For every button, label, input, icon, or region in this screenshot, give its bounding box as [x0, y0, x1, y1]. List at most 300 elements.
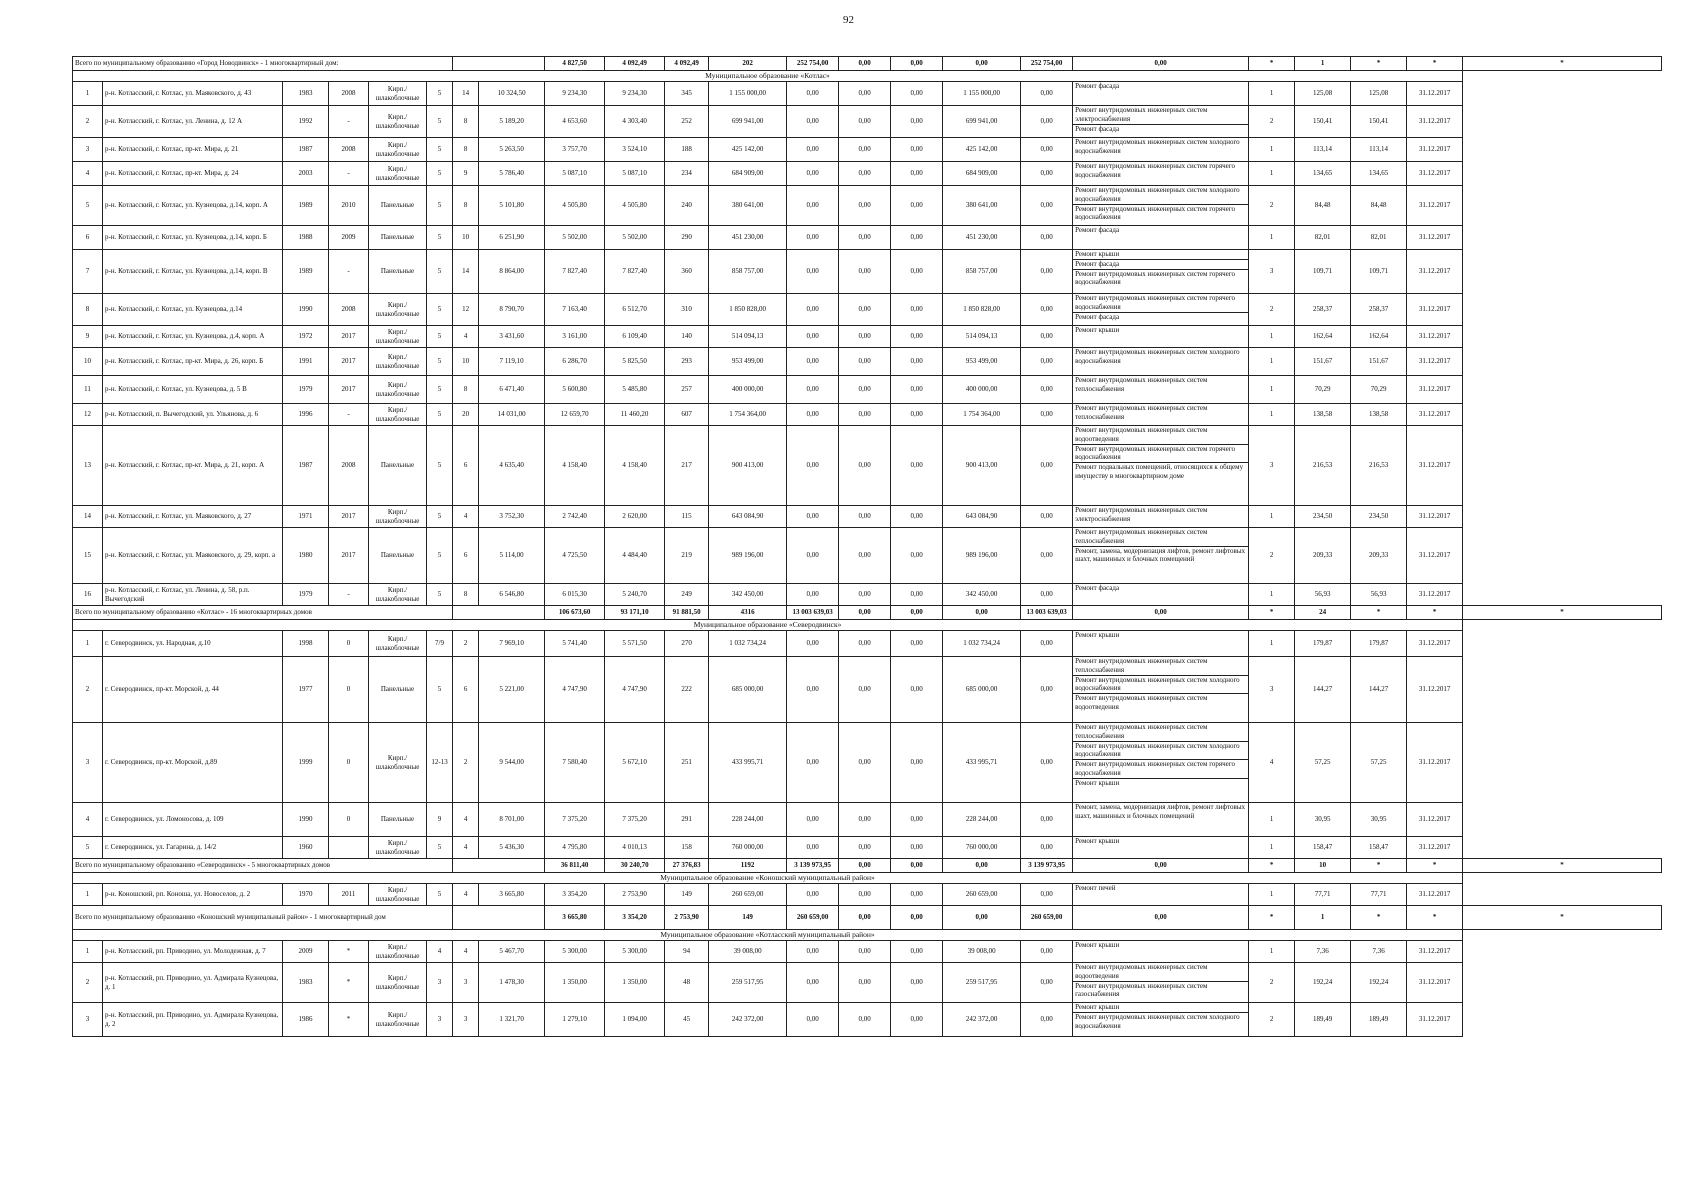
commissioning-year: 1992	[283, 106, 329, 138]
floors: 4	[427, 941, 453, 963]
max-cost-per-sqm: 209,33	[1351, 528, 1407, 584]
fund-regional: 0,00	[839, 941, 891, 963]
premises-area: 4 092,49	[605, 57, 665, 71]
last-repair-year: 2009	[329, 226, 369, 250]
commissioning-year: 1983	[283, 963, 329, 1003]
fund-federal: 0,00	[787, 631, 839, 657]
total-area: 3 431,60	[479, 326, 545, 348]
max-cost-per-sqm: 150,41	[1351, 106, 1407, 138]
max-cost-per-sqm: 113,14	[1351, 138, 1407, 162]
fund-other: 0,00	[1021, 250, 1073, 294]
fund-other: 0,00	[1021, 803, 1073, 837]
entrances: 8	[453, 584, 479, 606]
completion-date: 31.12.2017	[1407, 376, 1463, 404]
max-cost-per-sqm: 162,64	[1351, 326, 1407, 348]
work-type-item: Ремонт крыши	[1075, 631, 1120, 639]
row-number: 3	[73, 138, 103, 162]
house-address: р-н. Котласский, г. Котлас, пр-кт. Мира, д. 21	[103, 138, 283, 162]
fund-other: 0,00	[1021, 348, 1073, 376]
row-number: 2	[73, 657, 103, 723]
entrances: 4	[453, 884, 479, 906]
fund-local: 0,00	[943, 57, 1021, 71]
premises-area: 1 350,00	[545, 963, 605, 1003]
fund-federal: 0,00	[787, 657, 839, 723]
fund-regional: 0,00	[839, 376, 891, 404]
work-types	[1073, 376, 1249, 404]
residents-count: 217	[665, 426, 709, 506]
total-area: 5 786,40	[479, 162, 545, 186]
max-cost-per-sqm: 56,93	[1351, 584, 1407, 606]
fund-owners: 380 641,00	[943, 186, 1021, 226]
fund-owners: 400 000,00	[943, 376, 1021, 404]
work-types: *	[1249, 906, 1295, 930]
house-row	[73, 226, 1662, 250]
house-address: р-н. Коношский, рп. Коноша, ул. Новоселов, д. 2	[103, 884, 283, 906]
premises-area: 5 300,00	[545, 941, 605, 963]
residents-count: 257	[665, 376, 709, 404]
fund-other: 0,00	[1021, 186, 1073, 226]
residential-area: 27 376,83	[665, 859, 709, 873]
premises-area: 4 505,80	[545, 186, 605, 226]
work-count: 2	[1249, 528, 1295, 584]
max-cost-per-sqm: 216,53	[1351, 426, 1407, 506]
row-number: 2	[73, 106, 103, 138]
cost-per-sqm: *	[1351, 57, 1407, 71]
work-type-item: Ремонт крыши	[1075, 326, 1120, 334]
last-repair-year: 2017	[329, 348, 369, 376]
wall-material: Панельные	[369, 803, 427, 837]
cost-per-sqm: 138,58	[1295, 404, 1351, 426]
house-address: р-н. Котласский, п. Вычегодский, ул. Ульянова, д. 6	[103, 404, 283, 426]
fund-owners: 643 084,90	[943, 506, 1021, 528]
fund-local: 0,00	[891, 326, 943, 348]
residential-area: 4 010,13	[605, 837, 665, 859]
house-row	[73, 528, 1662, 584]
work-count: 3	[1249, 426, 1295, 506]
floors: 5	[427, 162, 453, 186]
fund-other: 0,00	[1021, 106, 1073, 138]
entrances: 12	[453, 294, 479, 326]
row-number: 16	[73, 584, 103, 606]
repair-cost-total: 252 754,00	[787, 57, 839, 71]
repair-cost-total: 685 000,00	[709, 657, 787, 723]
fund-owners: 228 244,00	[943, 803, 1021, 837]
floors: 5	[427, 404, 453, 426]
floors: 12-13	[427, 723, 453, 803]
repair-cost-total: 760 000,00	[709, 837, 787, 859]
premises-area: 4 725,50	[545, 528, 605, 584]
wall-material: Панельные	[369, 657, 427, 723]
total-area: 6 546,80	[479, 584, 545, 606]
fund-local: 0,00	[891, 723, 943, 803]
house-row	[73, 162, 1662, 186]
work-count: 1	[1249, 941, 1295, 963]
residential-area: 4 303,40	[605, 106, 665, 138]
row-number: 15	[73, 528, 103, 584]
fund-regional: 0,00	[839, 723, 891, 803]
fund-local: 0,00	[891, 963, 943, 1003]
fund-local: 0,00	[891, 404, 943, 426]
cost-per-sqm: 77,71	[1295, 884, 1351, 906]
fund-other: 0,00	[1021, 528, 1073, 584]
cost-per-sqm: 125,08	[1295, 82, 1351, 106]
cost-per-sqm: 113,14	[1295, 138, 1351, 162]
work-type-item: Ремонт внутридомовых инженерных систем холодного водоснабжения	[1073, 742, 1248, 761]
repair-program-table	[72, 56, 1662, 1037]
last-repair-year: 0	[329, 803, 369, 837]
cost-per-sqm: 84,48	[1295, 186, 1351, 226]
fund-other: 0,00	[1021, 426, 1073, 506]
work-type-item: Ремонт фасада	[1075, 82, 1120, 90]
fund-local: 0,00	[891, 657, 943, 723]
house-row	[73, 294, 1662, 326]
floors: 5	[427, 82, 453, 106]
residential-area: 1 094,00	[605, 1003, 665, 1037]
last-repair-year: 2017	[329, 326, 369, 348]
repair-cost-total: 953 499,00	[709, 348, 787, 376]
fund-federal: 0,00	[787, 426, 839, 506]
work-type-item: Ремонт внутридомовых инженерных систем электроснабжения	[1075, 506, 1208, 523]
commissioning-year: 1960	[283, 837, 329, 859]
residential-area: 3 524,10	[605, 138, 665, 162]
work-type-item: Ремонт крыши	[1075, 778, 1120, 787]
work-types	[1073, 186, 1249, 226]
repair-cost-total: 259 517,95	[709, 963, 787, 1003]
repair-cost-total: 242 372,00	[709, 1003, 787, 1037]
fund-owners: 514 094,13	[943, 326, 1021, 348]
cost-per-sqm: *	[1351, 859, 1407, 873]
work-type-item: Ремонт внутридомовых инженерных систем холодного водоснабжения	[1075, 138, 1240, 155]
work-count: 1	[1249, 584, 1295, 606]
residential-area: 91 881,50	[665, 606, 709, 620]
work-types	[1073, 506, 1249, 528]
work-count: 1	[1249, 226, 1295, 250]
premises-area: 5 087,10	[545, 162, 605, 186]
fund-regional: 0,00	[891, 906, 943, 930]
cost-per-sqm: 209,33	[1295, 528, 1351, 584]
completion-date: 31.12.2017	[1407, 528, 1463, 584]
fund-regional: 0,00	[839, 138, 891, 162]
row-number: 12	[73, 404, 103, 426]
max-cost-per-sqm: 258,37	[1351, 294, 1407, 326]
last-repair-year	[329, 837, 369, 859]
fund-other: 0,00	[1021, 631, 1073, 657]
premises-area: 4 158,40	[545, 426, 605, 506]
total-area: 3 752,30	[479, 506, 545, 528]
repair-cost-total: 514 094,13	[709, 326, 787, 348]
last-repair-year: 0	[329, 657, 369, 723]
max-cost-per-sqm: *	[1407, 57, 1463, 71]
empty-cell	[453, 606, 545, 620]
row-number: 1	[73, 631, 103, 657]
repair-cost-total: 433 995,71	[709, 723, 787, 803]
completion-date: 31.12.2017	[1407, 837, 1463, 859]
work-count: 2	[1249, 963, 1295, 1003]
fund-regional: 0,00	[839, 186, 891, 226]
row-number: 2	[73, 963, 103, 1003]
row-number: 13	[73, 426, 103, 506]
work-count: 1	[1249, 326, 1295, 348]
work-count: 1	[1249, 803, 1295, 837]
fund-local: 0,00	[891, 1003, 943, 1037]
entrances: 8	[453, 376, 479, 404]
work-types	[1073, 803, 1249, 837]
work-count: 1	[1249, 631, 1295, 657]
completion-date: 31.12.2017	[1407, 657, 1463, 723]
max-cost-per-sqm: 7,36	[1351, 941, 1407, 963]
house-address: р-н. Котласский, рп. Приводино, ул. Адмирала Кузнецова, д. 2	[103, 1003, 283, 1037]
house-address: р-н. Котласский, г. Котлас, ул. Кузнецова, д.14, корп. А	[103, 186, 283, 226]
municipality-title: Муниципальное образование «Котласский муниципальный район»	[73, 930, 1463, 941]
completion-date: 31.12.2017	[1407, 506, 1463, 528]
entrances: 4	[453, 326, 479, 348]
residents-count: 149	[665, 884, 709, 906]
fund-owners: 425 142,00	[943, 138, 1021, 162]
cost-per-sqm: 109,71	[1295, 250, 1351, 294]
residential-area: 4 747,90	[605, 657, 665, 723]
floors: 5	[427, 657, 453, 723]
house-address: г. Северодвинск, пр-кт. Морской, д.89	[103, 723, 283, 803]
fund-local: 0,00	[891, 528, 943, 584]
premises-area: 5 502,00	[545, 226, 605, 250]
residential-area: 5 571,50	[605, 631, 665, 657]
last-repair-year: 2010	[329, 186, 369, 226]
entrances: 6	[453, 426, 479, 506]
fund-other: 0,00	[1021, 162, 1073, 186]
completion-date: 31.12.2017	[1407, 82, 1463, 106]
fund-local: 0,00	[891, 803, 943, 837]
repair-cost-total: 425 142,00	[709, 138, 787, 162]
house-address: р-н. Котласский, рп. Приводино, ул. Адмирала Кузнецова, д. 1	[103, 963, 283, 1003]
wall-material: Кирп./ шлакоблочные	[369, 348, 427, 376]
repair-cost-total: 699 941,00	[709, 106, 787, 138]
work-types	[1073, 250, 1249, 294]
house-row	[73, 250, 1662, 294]
house-address: р-н. Котласский, г. Котлас, ул. Кузнецова, д. 5 В	[103, 376, 283, 404]
total-area: 7 119,10	[479, 348, 545, 376]
work-type-item: Ремонт внутридомовых инженерных систем теплоснабжения	[1073, 723, 1248, 742]
residents-count: 94	[665, 941, 709, 963]
fund-federal: 0,00	[787, 528, 839, 584]
repair-cost-total: 1 032 734,24	[709, 631, 787, 657]
max-cost-per-sqm: 151,67	[1351, 348, 1407, 376]
fund-local: 0,00	[891, 106, 943, 138]
residential-area: 11 460,20	[605, 404, 665, 426]
fund-regional: 0,00	[839, 803, 891, 837]
floors: 5	[427, 584, 453, 606]
fund-owners: 953 499,00	[943, 348, 1021, 376]
fund-owners: 260 659,00	[1021, 906, 1073, 930]
fund-owners: 1 032 734,24	[943, 631, 1021, 657]
max-cost-per-sqm: 179,87	[1351, 631, 1407, 657]
max-cost-per-sqm: 30,95	[1351, 803, 1407, 837]
commissioning-year: 1977	[283, 657, 329, 723]
cost-per-sqm: 144,27	[1295, 657, 1351, 723]
municipality-total-row	[73, 57, 1662, 71]
wall-material: Кирп./ шлакоблочные	[369, 584, 427, 606]
fund-owners: 1 155 000,00	[943, 82, 1021, 106]
house-row	[73, 426, 1662, 506]
total-area: 14 031,00	[479, 404, 545, 426]
completion-date: 31.12.2017	[1407, 348, 1463, 376]
completion-date: *	[1463, 906, 1662, 930]
residents-count: 4316	[709, 606, 787, 620]
work-types	[1073, 941, 1249, 963]
house-address: р-н. Котласский, г. Котлас, пр-кт. Мира, д. 21, корп. А	[103, 426, 283, 506]
residential-area: 2 620,00	[605, 506, 665, 528]
work-type-item: Ремонт внутридомовых инженерных систем горячего водоснабжения	[1073, 294, 1248, 313]
fund-other: 0,00	[1021, 657, 1073, 723]
cost-per-sqm: 192,24	[1295, 963, 1351, 1003]
premises-area: 5 741,40	[545, 631, 605, 657]
fund-other: 0,00	[1021, 963, 1073, 1003]
repair-cost-total: 684 909,00	[709, 162, 787, 186]
fund-other: 0,00	[1021, 1003, 1073, 1037]
repair-cost-total: 989 196,00	[709, 528, 787, 584]
completion-date: 31.12.2017	[1407, 404, 1463, 426]
residents-count: 202	[709, 57, 787, 71]
max-cost-per-sqm: 70,29	[1351, 376, 1407, 404]
last-repair-year: *	[329, 963, 369, 1003]
repair-cost-total: 228 244,00	[709, 803, 787, 837]
fund-federal: 0,00	[839, 906, 891, 930]
fund-local: 0,00	[891, 186, 943, 226]
total-area: 10 324,50	[479, 82, 545, 106]
max-cost-per-sqm: 125,08	[1351, 82, 1407, 106]
fund-local: 0,00	[891, 426, 943, 506]
residential-area: 4 158,40	[605, 426, 665, 506]
house-row	[73, 138, 1662, 162]
total-label: Всего по муниципальному образованию «Котлас» - 16 многоквартирных домов	[73, 606, 453, 620]
work-types: *	[1249, 57, 1295, 71]
premises-area: 9 234,30	[545, 82, 605, 106]
total-area: 36 811,40	[545, 859, 605, 873]
fund-federal: 0,00	[839, 859, 891, 873]
completion-date: 31.12.2017	[1407, 723, 1463, 803]
municipality-header-row	[73, 873, 1662, 884]
commissioning-year: 1989	[283, 186, 329, 226]
house-address: р-н. Котласский, г. Котлас, пр-кт. Мира, д. 26, корп. Б	[103, 348, 283, 376]
house-row	[73, 106, 1662, 138]
floors: 9	[427, 803, 453, 837]
work-type-item: Ремонт фасада	[1075, 312, 1120, 321]
work-count: 2	[1249, 186, 1295, 226]
commissioning-year: 1987	[283, 138, 329, 162]
cost-per-sqm: 70,29	[1295, 376, 1351, 404]
floors: 5	[427, 426, 453, 506]
floors: 5	[427, 250, 453, 294]
entrances: 20	[453, 404, 479, 426]
wall-material: Кирп./ шлакоблочные	[369, 162, 427, 186]
last-repair-year: -	[329, 250, 369, 294]
residential-area: 7 375,20	[605, 803, 665, 837]
residents-count: 270	[665, 631, 709, 657]
fund-federal: 0,00	[787, 404, 839, 426]
total-area: 5 114,00	[479, 528, 545, 584]
work-count: 3	[1249, 250, 1295, 294]
residential-area: 5 240,70	[605, 584, 665, 606]
max-cost-per-sqm: 189,49	[1351, 1003, 1407, 1037]
fund-local: 0,00	[891, 584, 943, 606]
work-type-item: Ремонт, замена, модернизация лифтов, ремонт лифтовых шахт, машинных и блочных помещений	[1075, 803, 1246, 820]
repair-cost-total: 342 450,00	[709, 584, 787, 606]
work-count: 1	[1295, 57, 1351, 71]
last-repair-year: 2017	[329, 506, 369, 528]
municipality-header-row	[73, 620, 1662, 631]
municipality-total-row	[73, 906, 1662, 930]
row-number: 3	[73, 1003, 103, 1037]
residents-count: 48	[665, 963, 709, 1003]
fund-owners: 13 003 639,03	[1021, 606, 1073, 620]
municipality-total-row	[73, 859, 1662, 873]
total-label: Всего по муниципальному образованию «Город Новодвинск» - 1 многоквартирный дом:	[73, 57, 453, 71]
fund-other: 0,00	[1021, 226, 1073, 250]
completion-date: 31.12.2017	[1407, 162, 1463, 186]
work-type-item: Ремонт фасада	[1075, 124, 1120, 133]
fund-regional: 0,00	[891, 57, 943, 71]
house-row	[73, 657, 1662, 723]
work-types	[1073, 884, 1249, 906]
fund-regional: 0,00	[839, 426, 891, 506]
fund-other: 0,00	[1073, 57, 1249, 71]
residential-area: 6 109,40	[605, 326, 665, 348]
total-area: 5 467,70	[479, 941, 545, 963]
commissioning-year: 2003	[283, 162, 329, 186]
fund-federal: 0,00	[787, 294, 839, 326]
row-number: 11	[73, 376, 103, 404]
fund-owners: 252 754,00	[1021, 57, 1073, 71]
total-area: 106 673,60	[545, 606, 605, 620]
repair-cost-total: 260 659,00	[709, 884, 787, 906]
premises-area: 3 354,20	[605, 906, 665, 930]
work-type-item: Ремонт фасада	[1075, 226, 1120, 234]
commissioning-year: 1991	[283, 348, 329, 376]
wall-material: Кирп./ шлакоблочные	[369, 941, 427, 963]
entrances: 4	[453, 837, 479, 859]
commissioning-year: 1979	[283, 584, 329, 606]
work-type-item: Ремонт внутридомовых инженерных систем холодного водоснабжения	[1073, 676, 1248, 695]
entrances: 8	[453, 138, 479, 162]
repair-cost-total: 451 230,00	[709, 226, 787, 250]
entrances: 2	[453, 723, 479, 803]
commissioning-year: 1971	[283, 506, 329, 528]
fund-regional: 0,00	[839, 963, 891, 1003]
fund-regional: 0,00	[839, 250, 891, 294]
house-row	[73, 326, 1662, 348]
fund-federal: 0,00	[839, 606, 891, 620]
work-count: 24	[1295, 606, 1351, 620]
residents-count: 158	[665, 837, 709, 859]
wall-material: Кирп./ шлакоблочные	[369, 837, 427, 859]
repair-cost-total: 1 155 000,00	[709, 82, 787, 106]
residents-count: 345	[665, 82, 709, 106]
house-row	[73, 631, 1662, 657]
work-type-item: Ремонт внутридомовых инженерных систем холодного водоснабжения	[1075, 1012, 1240, 1030]
cost-per-sqm: 150,41	[1295, 106, 1351, 138]
premises-area: 4 747,90	[545, 657, 605, 723]
cost-per-sqm: *	[1351, 606, 1407, 620]
last-repair-year: *	[329, 941, 369, 963]
completion-date: 31.12.2017	[1407, 138, 1463, 162]
repair-cost-total: 858 757,00	[709, 250, 787, 294]
work-count: 2	[1249, 1003, 1295, 1037]
work-types	[1073, 723, 1249, 803]
total-area: 6 251,90	[479, 226, 545, 250]
row-number: 10	[73, 348, 103, 376]
row-number: 4	[73, 162, 103, 186]
work-types	[1073, 226, 1249, 250]
wall-material: Панельные	[369, 528, 427, 584]
